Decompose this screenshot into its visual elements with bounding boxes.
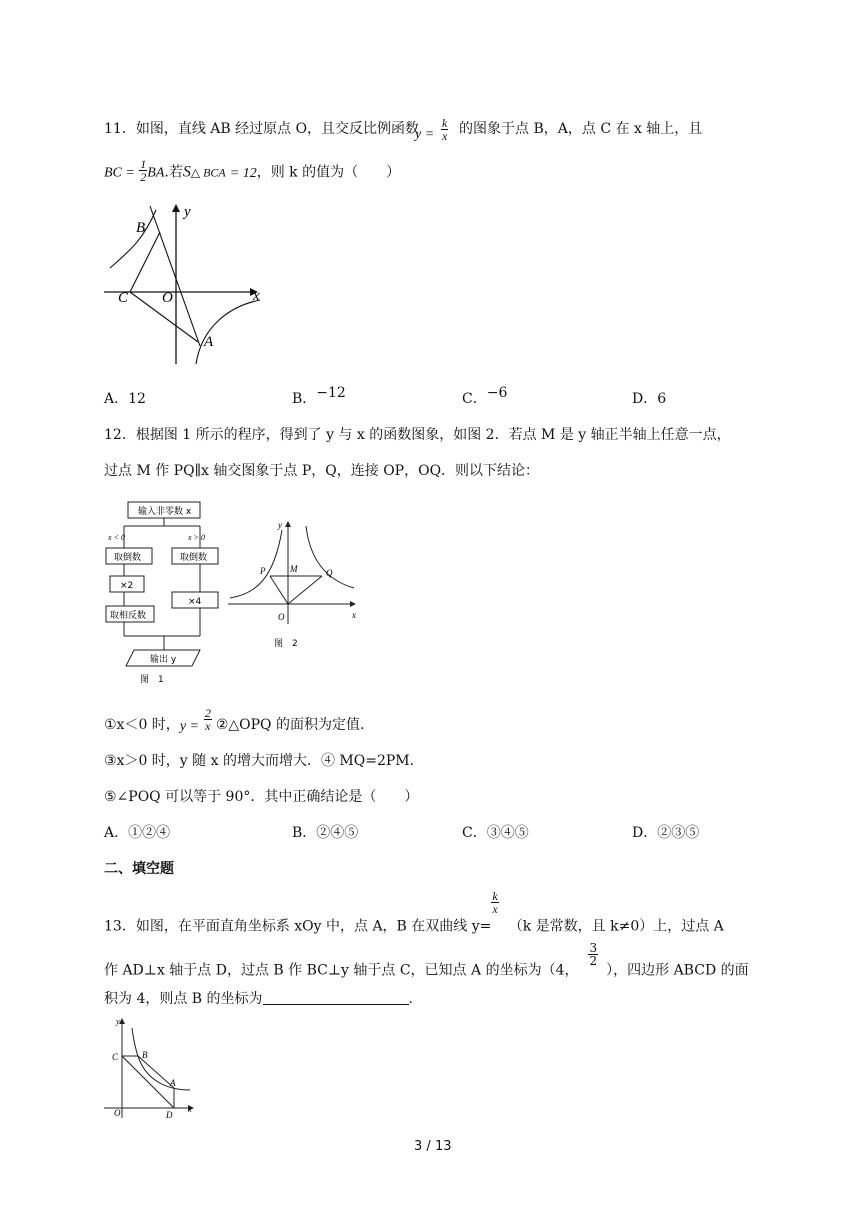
q13-label-y: y <box>116 1017 120 1026</box>
q12-curve-left <box>230 530 282 598</box>
q12-label-m: M <box>290 564 298 574</box>
q12-seg-oq <box>288 576 322 604</box>
q12-seg-op <box>270 576 288 604</box>
flow-times4: ×4 <box>188 597 202 607</box>
q12-line2: 过点 M 作 PQ∥x 轴交图象于点 P，Q，连接 OP，OQ．则以下结论： <box>104 463 540 479</box>
q12-option-d[interactable]: D．②③⑤ <box>632 825 700 841</box>
q11-label-b: B <box>136 220 146 236</box>
q13-line2: 作 AD⊥x 轴于点 D，过点 B 作 BC⊥y 轴于点 C，已知点 A 的坐标为（4， $\frac{3}{2}$ ），四边形 ABCD 的面 <box>104 941 749 979</box>
q11-seg-cb <box>130 232 160 292</box>
q13-line1: 13．如图，在平面直角坐标系 xOy 中，点 A，B 在双曲线 y= $\frac{k}{x}$ （k 是常数，且 k≠0）上，过点 A <box>104 889 724 935</box>
q12-conclusion-1: ①x＜0 时， y = $\frac{2}{x}$ ②△OPQ 的面积为定值. <box>104 706 365 734</box>
q12-line1: 12．根据图 1 所示的程序，得到了 y 与 x 的函数图象，如图 2．若点 M 是 y 轴正半轴上任意一点， <box>104 427 731 443</box>
q11-option-c[interactable]: C．−6 <box>462 385 508 407</box>
flow-output: 输出 y <box>150 655 177 665</box>
q12-label-o: O <box>278 612 285 622</box>
flow-times2: ×2 <box>120 581 134 591</box>
q12-graph <box>226 512 366 656</box>
q11-label-c: C <box>118 290 129 306</box>
q12-conclusion-3: ⑤∠POQ 可以等于 90°．其中正确结论是（ ） <box>104 789 419 805</box>
q12-graph-caption: 图 2 <box>274 639 298 649</box>
q11-cond-frac: $\frac{1}{2}$ <box>140 157 147 184</box>
flow-left-recip: 取倒数 <box>114 553 142 563</box>
q13-label-x: x <box>188 1105 192 1114</box>
q11-curve-upper <box>110 210 156 268</box>
q13-line3: 积为 4，则点 B 的坐标为 . <box>104 991 413 1007</box>
page-number: 3 / 13 <box>414 1139 452 1154</box>
q11-label-o: O <box>162 290 173 306</box>
q11-figure <box>100 196 275 371</box>
q11-y-arrow <box>172 204 180 212</box>
q11-cond-lhs: BC = <box>104 165 135 181</box>
q11-curve-lower <box>196 300 260 364</box>
q13-label-b: B <box>142 1050 148 1060</box>
q12-option-c[interactable]: C．③④⑤ <box>462 825 529 841</box>
flow-right-cond: x > 0 <box>188 533 205 542</box>
q12-label-x: x <box>352 610 356 620</box>
q12-curve-right <box>306 526 354 588</box>
flow-left-cond: x < 0 <box>108 533 125 542</box>
q11-label-x: x <box>253 288 260 304</box>
q11-label-y: y <box>184 204 191 220</box>
q11-line1: 11．如图，直线 AB 经过原点 O，且交反比例函数 y = $\frac{k}{x}$ 的图象于点 B，A，点 C 在 x 轴上，且 <box>104 116 703 143</box>
q12-option-b[interactable]: B．②④⑤ <box>292 825 359 841</box>
q12-label-q: Q <box>326 568 333 578</box>
q11-label-a: A <box>204 334 214 350</box>
q13-seg-ba <box>138 1056 174 1088</box>
q11-text-a: 11．如图，直线 AB 经过原点 O，且交反比例函数 <box>104 121 420 137</box>
q11-area: S <box>182 163 191 181</box>
q11-option-a[interactable]: A．12 <box>104 391 146 407</box>
q11-line2: BC = $\frac{1}{2}$ BA.若S△ BCA = 12，则 k 的值为（ ） <box>104 157 401 184</box>
section-heading: 二、填空题 <box>104 861 174 877</box>
flow-right-recip: 取倒数 <box>180 553 208 563</box>
q13-seg-cd <box>122 1056 174 1108</box>
q11-option-b[interactable]: B．−12 <box>292 385 346 407</box>
q13-label-c: C <box>112 1052 119 1062</box>
q12-option-a[interactable]: A．①②④ <box>104 825 171 841</box>
answer-blank[interactable] <box>263 990 409 1005</box>
q11-text-b: 的图象于点 B，A，点 C 在 x 轴上，且 <box>459 121 703 137</box>
q11-option-d[interactable]: D．6 <box>632 391 667 407</box>
q13-label-a: A <box>170 1078 176 1088</box>
flow-caption: 图 1 <box>140 675 164 685</box>
flow-negate: 取相反数 <box>110 611 147 621</box>
q13-figure <box>102 1014 202 1120</box>
q12-label-p: P <box>260 566 266 576</box>
q12-flowchart <box>104 496 224 686</box>
q12-label-y: y <box>278 520 282 530</box>
q13-label-d: D <box>166 1110 173 1120</box>
q12-conclusion-2: ③x＞0 时，y 随 x 的增大而增大．④ MQ=2PM． <box>104 753 424 769</box>
flow-input: 输入非零数 x <box>138 507 192 517</box>
q13-label-o: O <box>114 1108 121 1118</box>
